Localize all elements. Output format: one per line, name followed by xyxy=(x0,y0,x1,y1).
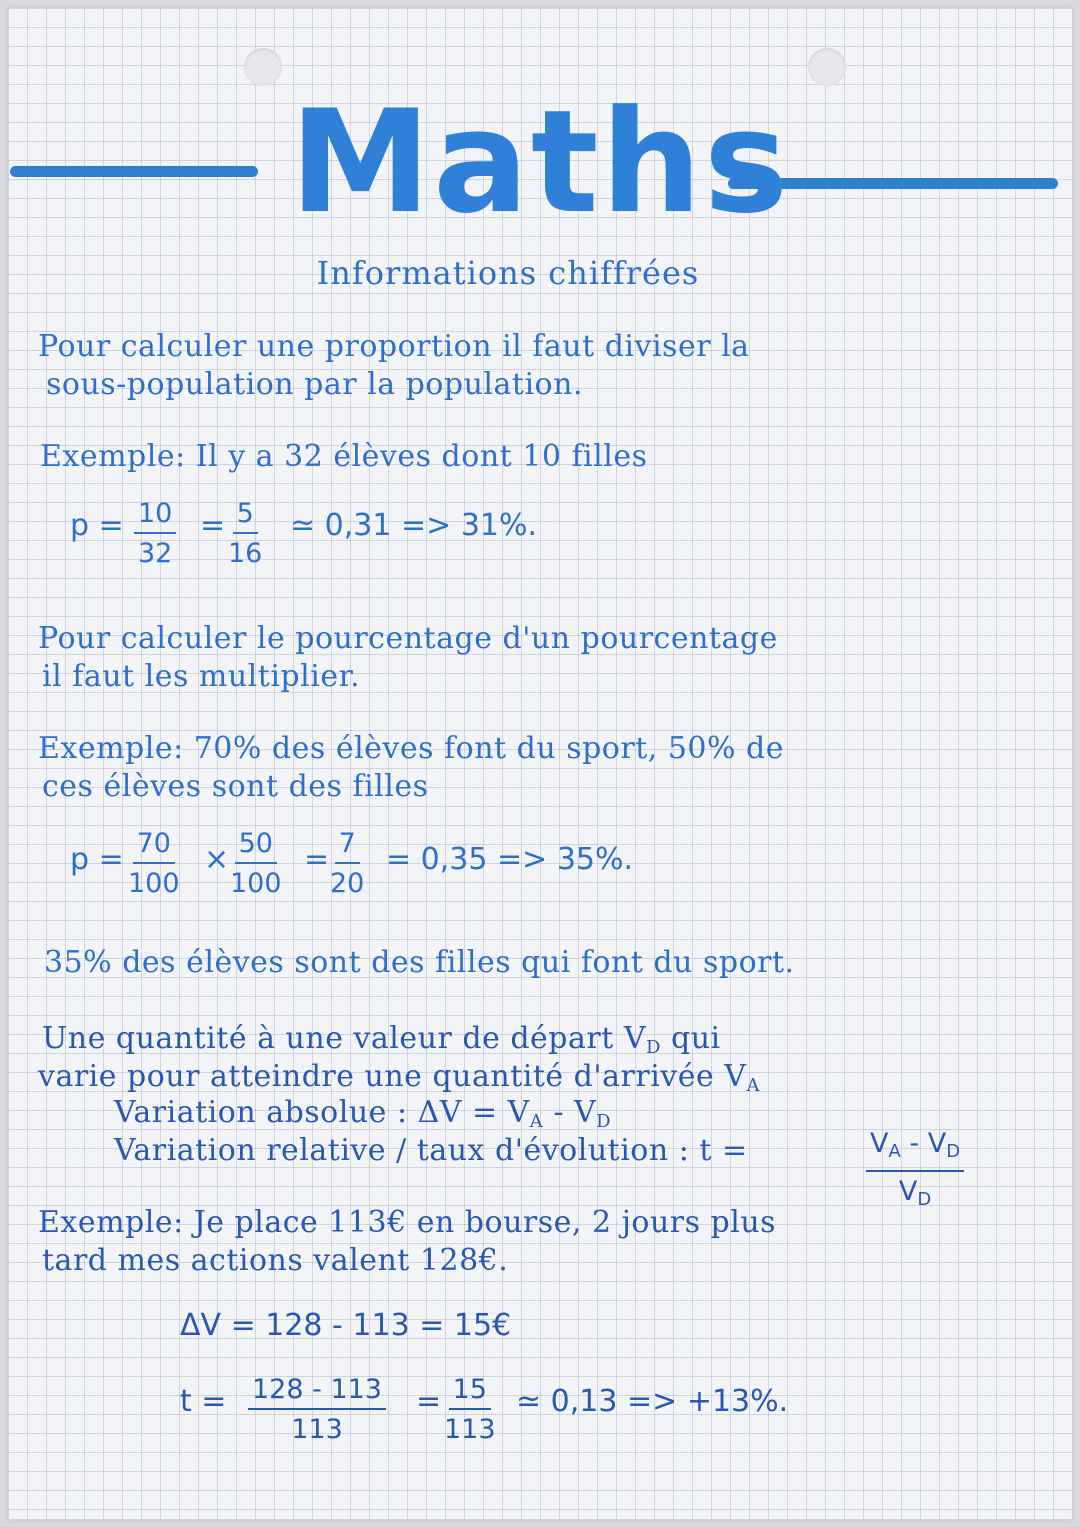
eq-operator: = xyxy=(416,1384,442,1419)
percentage-example-line1: Exemple: 70% des élèves font du sport, 50% de xyxy=(38,731,785,766)
numerator: 7 xyxy=(335,828,360,864)
numerator: $V_A - V_D$ xyxy=(866,1128,964,1172)
eq-result: ≃ 0,31 => 31%. xyxy=(290,508,538,543)
numerator: 70 xyxy=(133,828,175,864)
fraction xyxy=(444,1374,496,1446)
fraction xyxy=(128,828,180,900)
fraction xyxy=(230,828,282,900)
numerator: 5 xyxy=(233,498,258,534)
numerator: 128 - 113 xyxy=(248,1374,386,1410)
variation-line2: varie pour atteindre une quantité d'arrivée $V_A$ xyxy=(38,1059,760,1096)
eq-operator: = xyxy=(304,842,330,877)
denominator: $V_D$ xyxy=(898,1176,932,1210)
eq-p-label: p = xyxy=(70,508,124,543)
example3-delta: ΔV = 128 - 113 = 15€ xyxy=(180,1308,512,1343)
percentage-rule-line2: il faut les multiplier. xyxy=(42,659,361,694)
denominator: 113 xyxy=(444,1414,496,1445)
notebook-page xyxy=(8,8,1072,1519)
denominator: 100 xyxy=(230,868,282,899)
fraction xyxy=(228,498,262,570)
variation-relative-label: Variation relative / taux d'évolution : t = xyxy=(114,1133,748,1168)
eq-operator: = xyxy=(200,508,226,543)
denominator: 20 xyxy=(330,868,365,899)
eq-t-label: t = xyxy=(180,1384,227,1419)
fraction xyxy=(330,828,364,900)
numerator: 15 xyxy=(449,1374,491,1410)
variation-relative-fraction xyxy=(866,1128,964,1216)
page-title: Maths xyxy=(289,80,791,245)
percentage-conclusion: 35% des élèves sont des filles qui font du sport. xyxy=(44,945,795,980)
proportion-example: Exemple: Il y a 32 élèves dont 10 filles xyxy=(40,439,648,474)
denominator: 113 xyxy=(291,1414,343,1445)
eq-result: ≃ 0,13 => +13%. xyxy=(516,1384,789,1419)
fraction xyxy=(134,498,176,570)
eq-operator: × xyxy=(204,842,230,877)
denominator: 16 xyxy=(228,538,263,569)
fraction xyxy=(248,1374,386,1446)
percentage-rule-line1: Pour calculer le pourcentage d'un pourcentage xyxy=(38,621,778,656)
example3-line1: Exemple: Je place 113€ en bourse, 2 jours plus xyxy=(38,1205,777,1240)
eq-p-label: p = xyxy=(70,842,124,877)
percentage-example-line2: ces élèves sont des filles xyxy=(42,769,429,804)
variation-absolute: Variation absolue : $\Delta V = V_A - V_D$ xyxy=(114,1095,612,1132)
proportion-rule-line2: sous-population par la population. xyxy=(46,367,583,402)
proportion-rule-line1: Pour calculer une proportion il faut diviser la xyxy=(38,329,750,364)
numerator: 10 xyxy=(134,498,176,534)
eq-result: = 0,35 => 35%. xyxy=(386,842,634,877)
denominator: 32 xyxy=(138,538,173,569)
page-subtitle: Informations chiffrées xyxy=(316,254,700,292)
variation-line1: Une quantité à une valeur de départ $V_D$ qui xyxy=(42,1021,721,1058)
numerator: 50 xyxy=(235,828,277,864)
denominator: 100 xyxy=(128,868,180,899)
example3-line2: tard mes actions valent 128€. xyxy=(42,1243,509,1278)
